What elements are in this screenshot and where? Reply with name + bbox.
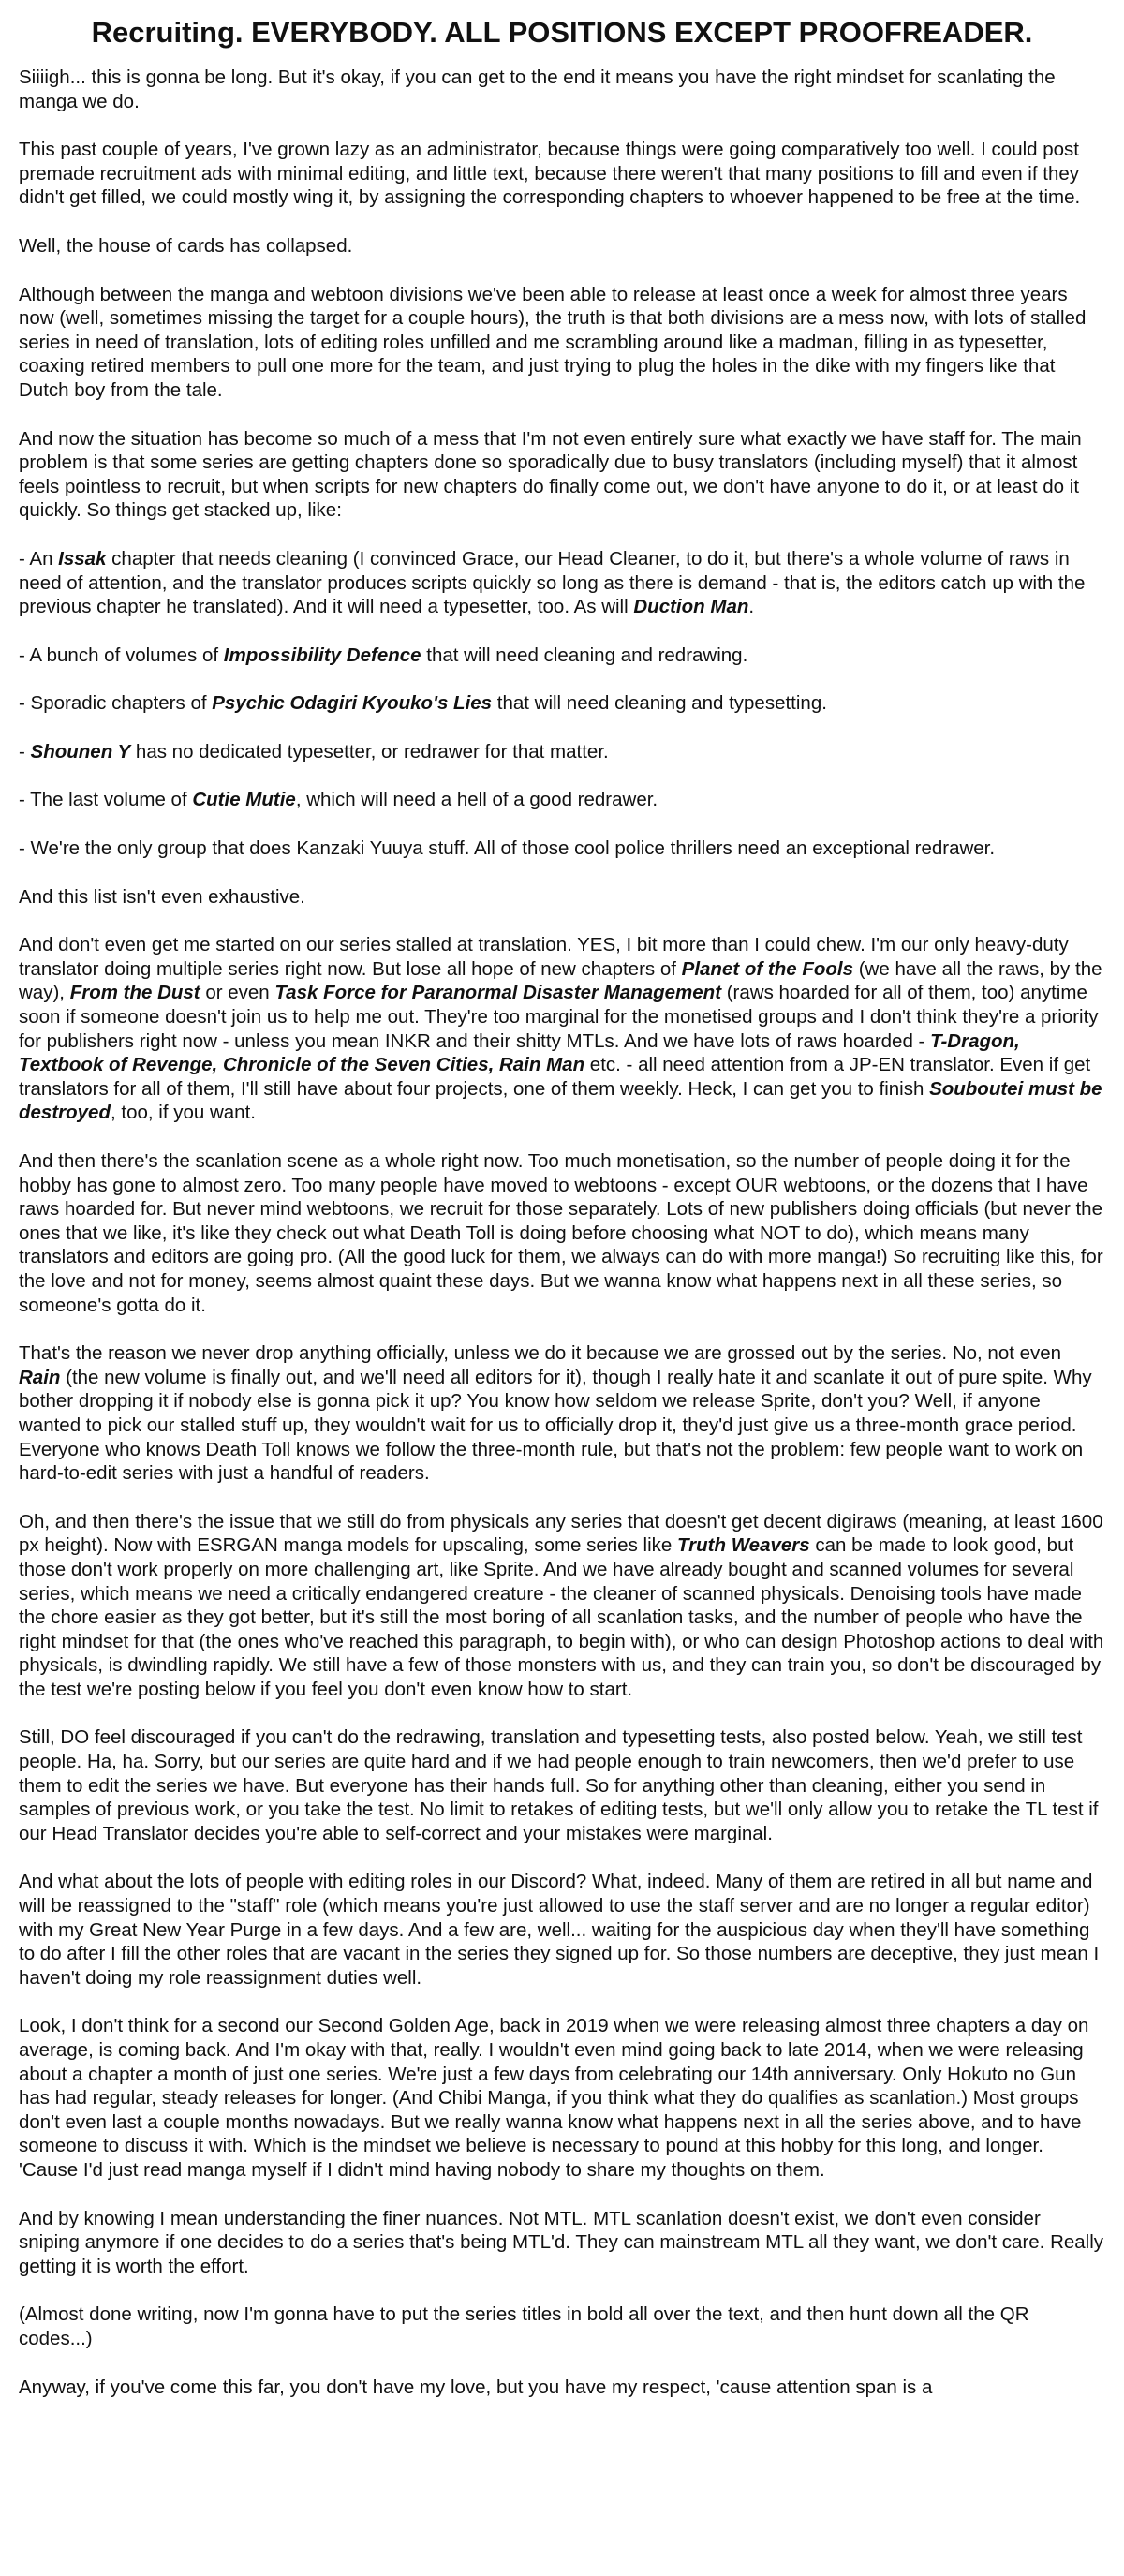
paragraph <box>19 1510 1105 1702</box>
text-run: And now the situation has become so much of a mess that I'm not even entirely sure what exactly we have staff for. The main problem is that some series are getting chapters done so sporadically due to busy translators (including myself) that it almost feels pointless to recruit, but when scripts for new chapters do finally come out, we don't have anyone to do it, or at least do it quickly. So things get stacked up, like: <box>19 427 1082 522</box>
paragraph <box>19 547 1105 619</box>
paragraph <box>19 1149 1105 1317</box>
text-run: Siiiigh... this is gonna be long. But it's okay, if you can get to the end it means you have the right mindset for scanlating the manga we do. <box>19 67 1056 112</box>
paragraph <box>19 691 1105 716</box>
text-run: Look, I don't think for a second our Second Golden Age, back in 2019 when we were releasing almost three chapters a day on average, is coming back. And I'm okay with that, really. I wouldn't even mind going back to late 2014, when we were releasing about a chapter a month of just one series. We're just a few days from celebrating our 14th anniversary. Only Hokuto no Gun has had regular, steady releases for longer. (And Chibi Manga, if you think what they do qualifies as scanlation.) Most groups don't even last a couple months nowadays. But we really wanna know what happens next in all the series above, and to have someone to discuss it with. Which is the mindset we believe is necessary to pound at this hobby for this long, and longer. 'Cause I'd just read manga myself if I didn't mind having nobody to share my thoughts on them. <box>19 2015 1089 2181</box>
text-run: - Sporadic chapters of <box>19 692 213 715</box>
series-title: Rain <box>19 1366 61 1388</box>
text-run: . <box>748 596 755 618</box>
text-run: And then there's the scanlation scene as a whole right now. Too much monetisation, so the number of people doing it for the hobby has gone to almost zero. Too many people have moved to webtoons - except OUR webtoons, or the dozens that I have raws hoarded for. But never mind webtoons, we recruit for those separately. Lots of new publishers doing officials (but never the ones that we like, it's like they check out what Death Toll is doing before choosing what NOT to do), which means many translators and editors are going pro. (All the good luck for them, we always can do with more manga!) So recruiting like this, for the love and not for money, seems almost quaint these days. But we wanna know what happens next in all these series, so someone's gotta do it. <box>19 1150 1103 1316</box>
paragraph <box>19 2376 1105 2400</box>
paragraph <box>19 2014 1105 2182</box>
text-run: That's the reason we never drop anything officially, unless we do it because we are grossed out by the series. No, not even <box>19 1342 1062 1365</box>
text-run: has no dedicated typesetter, or redrawer for that matter. <box>130 740 609 762</box>
paragraph <box>19 1870 1105 1990</box>
text-run: that will need cleaning and typesetting. <box>492 692 827 715</box>
text-run: This past couple of years, I've grown lazy as an administrator, because things were going comparatively too well. I could post premade recruitment ads with minimal editing, and little text, because there weren't that many positions to fill and even if they didn't get filled, we could mostly wing it, by assigning the corresponding chapters to whoever happened to be free at the time. <box>19 139 1081 209</box>
paragraph <box>19 234 1105 259</box>
text-run: etc. - all need attention from a JP-EN translator. Even if get translators for all of them, I'll still have about four projects, one of them weekly. Heck, I can get you to finish <box>19 1054 1091 1100</box>
page-title: Recruiting. EVERYBODY. ALL POSITIONS EXCEPT PROOFREADER. <box>91 16 1033 49</box>
text-run: And don't even get me started on our series stalled at translation. YES, I bit more than I could chew. I'm our only heavy-duty translator doing multiple series right now. But lose all hope of new chapters of <box>19 934 1069 980</box>
paragraph <box>19 138 1105 210</box>
paragraph <box>19 1341 1105 1486</box>
text-run: (we have all the raws, by the way), <box>19 957 1102 1004</box>
series-title: Psychic Odagiri Kyouko's Lies <box>212 692 493 715</box>
post-body <box>19 66 1105 2399</box>
text-run: - We're the only group that does Kanzaki Yuuya stuff. All of those cool police thrillers need an exceptional redrawer. <box>19 837 996 860</box>
series-title: Duction Man <box>633 596 749 618</box>
series-title: Shounen Y <box>30 740 131 762</box>
paragraph <box>19 2207 1105 2279</box>
text-run: - <box>19 740 31 762</box>
text-run: that will need cleaning and redrawing. <box>421 644 748 666</box>
paragraph <box>19 933 1105 1125</box>
text-run: (Almost done writing, now I'm gonna have to put the series titles in bold all over the text, and then hunt down all the QR codes...) <box>19 2303 1029 2349</box>
text-run: - The last volume of <box>19 789 193 811</box>
text-run: Anyway, if you've come this far, you don't have my love, but you have my respect, 'cause attention span is a <box>19 2376 933 2398</box>
text-run: Still, DO feel discouraged if you can't do the redrawing, translation and typesetting tests, also posted below. Yeah, we still test people. Ha, ha. Sorry, but our series are quite hard and if we had people enough to train newcomers, then we'd prefer to use them to edit the series we have. But everyone has their hands full. So for anything other than cleaning, either you send in samples of previous work, or you take the test. No limit to retakes of editing tests, but we'll only allow you to retake the TL test if our Head Translator decides you're able to self-correct and your mistakes were marginal. <box>19 1726 1099 1844</box>
series-title: Cutie Mutie <box>192 789 296 811</box>
paragraph <box>19 788 1105 812</box>
series-title: Truth Weavers <box>677 1534 810 1557</box>
series-title: Issak <box>58 547 107 570</box>
paragraph <box>19 66 1105 113</box>
text-run: or even <box>200 982 275 1004</box>
text-run: , which will need a hell of a good redrawer. <box>295 789 658 811</box>
series-title: Impossibility Defence <box>223 644 422 666</box>
paragraph <box>19 427 1105 523</box>
series-title: From the Dust <box>69 982 200 1004</box>
text-run: can be made to look good, but those don't work properly on more challenging art, like Sprite. And we have already bought and scanned volumes for several series, which means we need a critically endangered creature - the cleaner of scanned physicals. Denoising tools have made the chore easier as they got better, but it's still the most boring of all scanlation tasks, and the number of people who have the right mindset for that (the ones who've reached this paragraph, to begin with), or who can design Photoshop actions to deal with physicals, is dwindling rapidly. We still have a few of those monsters with us, and they can train you, so don't be discouraged by the test we're posting below if you feel you don't even know how to start. <box>19 1534 1104 1700</box>
text-run: Oh, and then there's the issue that we still do from physicals any series that doesn't get decent digiraws (meaning, at least 1600 px height). Now with ESRGAN manga models for upscaling, some series like <box>19 1510 1103 1557</box>
paragraph <box>19 885 1105 910</box>
paragraph <box>19 283 1105 403</box>
text-run: (raws hoarded for all of them, too) anytime soon if someone doesn't join us to help me out. They're too marginal for the monetised groups and I don't think they're a priority for publishers right now - unless you mean INKR and their shitty MTLs. And we have lots of raws hoarded - <box>19 982 1099 1052</box>
paragraph <box>19 740 1105 764</box>
series-title: Souboutei must be destroyed <box>19 1077 1102 1124</box>
text-run: And this list isn't even exhaustive. <box>19 885 305 908</box>
text-run: - An <box>19 547 59 570</box>
text-run: Although between the manga and webtoon divisions we've been able to release at least once a week for almost three years now (well, sometimes missing the target for a couple hours), the truth is that both divisions are a mess now, with lots of stalled series in need of translation, lots of editing roles unfilled and me scrambling around like a madman, filling in as typesetter, coaxing retired members to pull one more for the team, and just trying to plug the holes in the dike with my fingers like that Dutch boy from the tale. <box>19 283 1087 401</box>
text-run: And what about the lots of people with editing roles in our Discord? What, indeed. Many of them are retired in all but name and will be reassigned to the "staff" role (which means you're just allowed to use the staff server and are no longer a regular editor) with my Great New Year Purge in a few days. And a few are, well... waiting for the auspicious day when they'll have something to do after I fill the other roles that are vacant in the series they signed up for. So those numbers are deceptive, they just mean I haven't doing my role reassignment duties well. <box>19 1871 1100 1989</box>
series-title: Planet of the Fools <box>681 957 854 980</box>
paragraph <box>19 644 1105 668</box>
paragraph <box>19 836 1105 861</box>
text-run: (the new volume is finally out, and we'll need all editors for it), though I really hate it and scanlate it out of pure spite. Why bother dropping it if nobody else is gonna pick it up? You know how seldom we release Sprite, don't you? Well, if anyone wanted to pick our stalled stuff up, they wouldn't wait for us to officially drop it, they'd just give us a three-month grace period. Everyone who knows Death Toll knows we follow the three-month rule, but that's not the problem: few people want to work on hard-to-edit series with just a handful of readers. <box>19 1366 1092 1485</box>
text-run: And by knowing I mean understanding the finer nuances. Not MTL. MTL scanlation doesn't exist, we don't even consider sniping anymore if one decides to do a series that's being MTL'd. They can mainstream MTL all they want, we don't care. Really getting it is worth the effort. <box>19 2207 1104 2277</box>
text-run: - A bunch of volumes of <box>19 644 224 666</box>
paragraph <box>19 1725 1105 1845</box>
series-title: T-Dragon, Textbook of Revenge, Chronicle of the Seven Cities, Rain Man <box>19 1029 1020 1076</box>
text-run: chapter that needs cleaning (I convinced Grace, our Head Cleaner, to do it, but there's a whole volume of raws in need of attention, and the translator produces scripts quickly so long as there is demand - that is, the editors catch up with the previous chapter he translated). And it will need a typesetter, too. As will <box>19 547 1086 618</box>
text-run: Well, the house of cards has collapsed. <box>19 234 353 257</box>
paragraph <box>19 2302 1105 2350</box>
text-run: , too, if you want. <box>110 1102 256 1124</box>
series-title: Task Force for Paranormal Disaster Management <box>274 982 722 1004</box>
